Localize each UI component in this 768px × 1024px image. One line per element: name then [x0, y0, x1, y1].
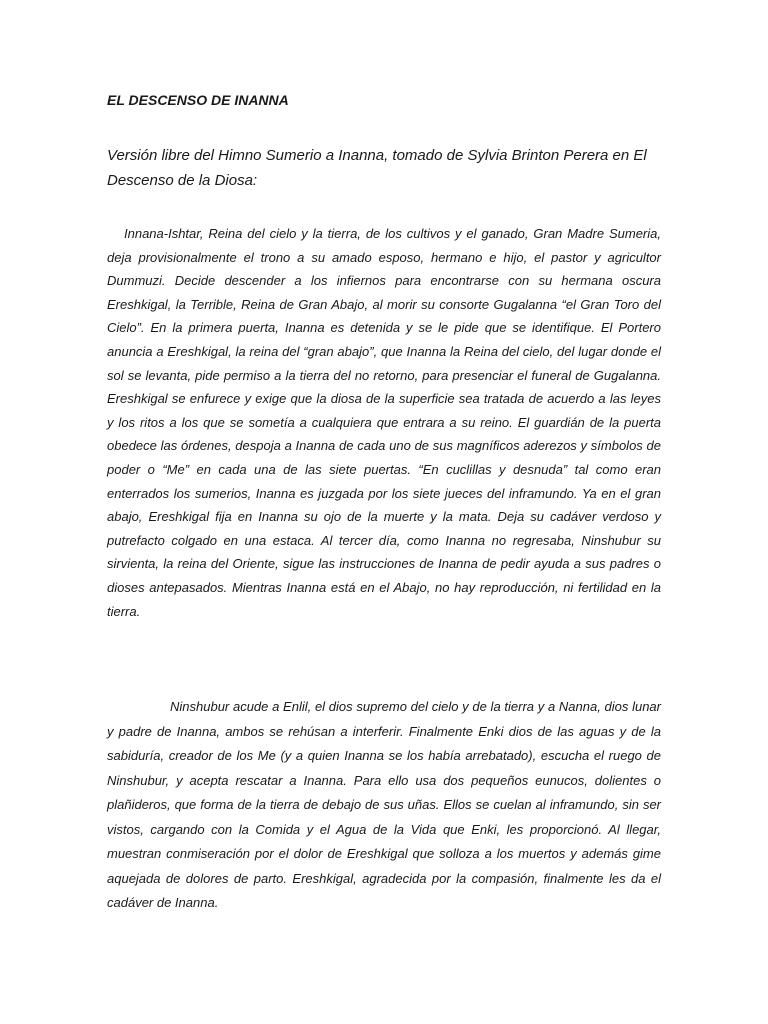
document-title: EL DESCENSO DE INANNA — [107, 92, 289, 108]
paragraph-2-text: Ninshubur acude a Enlil, el dios supremo del cielo y de la tierra y a Nanna, dios lunar y padre de Inanna, ambos se rehúsan a interferir. Finalmente Enki dios de las aguas y de la sabiduría, creador de los Me (y a quien Inanna se los había arrebatado), escucha el ruego de Ninshubur, y acepta rescatar a Inanna. Para ello usa dos pequeños eunucos, dolientes o plañideros, que forma de la tierra de debajo de sus uñas. Ellos se cuelan al inframundo, sin ser vistos, cargando con la Comida y el Agua de la Vida que Enki, les proporcionó. Al llegar, muestran conmiseración por el dolor de Ereshkigal que solloza a los muertos y además gime aquejada de dolores de parto. Ereshkigal, agradecida por la compasión, finalmente les da el cadáver de Inanna. — [107, 699, 661, 910]
document-subtitle: Versión libre del Himno Sumerio a Inanna, tomado de Sylvia Brinton Perera en El Descenso de la Diosa: — [107, 147, 647, 189]
paragraph-1: Innana-Ishtar, Reina del cielo y la tierra, de los cultivos y el ganado, Gran Madre Sumeria, deja provisionalmente el trono a su amado esposo, hermano e hijo, el pastor y agricultor Dummuzi. Decide descender a los infiernos para encontrarse con su hermana oscura Ereshkigal, la Terrible, Reina de Gran Abajo, al morir su consorte Gugalanna “el Gran Toro del Cielo”. En la primera puerta, Inanna es detenida y se le pide que se identifique. El Portero anuncia a Ereshkigal, la reina del “gran abajo”, que Inanna la Reina del cielo, del lugar donde el sol se levanta, pide permiso a la tierra del no retorno, para presenciar el funeral de Gugalanna. Ereshkigal se enfurece y exige que la diosa de la superficie sea tratada de acuerdo a las leyes y los ritos a los que se sometía a cualquiera que entrara a su reino. El guardián de la puerta obedece las órdenes, despoja a Inanna de cada uno de sus magníficos aderezos y símbolos de poder o “Me” en cada una de las siete puertas. “En cuclillas y desnuda” tal como eran enterrados los sumerios, Inanna es juzgada por los siete jueces del inframundo. Ya en el gran abajo, Ereshkigal fija en Inanna su ojo de la muerte y la mata. Deja su cadáver verdoso y putrefacto colgado en una estaca. Al tercer día, como Inanna no regresaba, Ninshubur su sirvienta, la reina del Oriente, sigue las instrucciones de Inanna de pedir ayuda a sus padres o dioses antepasados. Mientras Inanna está en el Abajo, no hay reproducción, ni fertilidad en la tierra. — [107, 226, 661, 619]
paragraph-2 — [107, 695, 661, 916]
